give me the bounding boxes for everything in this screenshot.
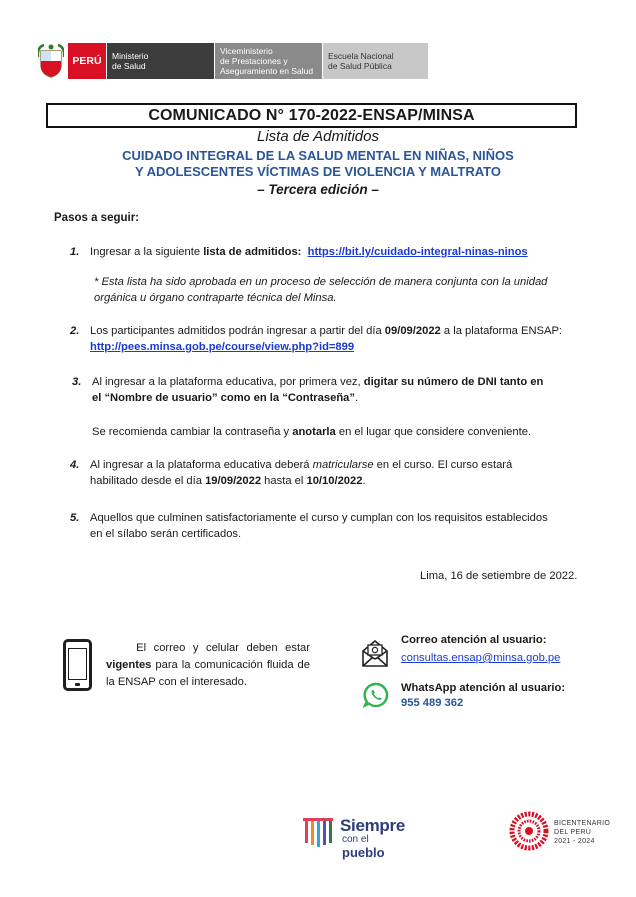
step-text-plain: en el sílabo serán certificados. [90, 528, 242, 540]
step-text-italic: matricularse [312, 459, 374, 471]
contact-text-plain: para la comunicación fluida de la ENSAP con el interesado. [106, 659, 310, 688]
platform-link[interactable]: http://pees.minsa.gob.pe/course/view.php?id=899 [90, 341, 355, 353]
step-text-plain: en el curso. El curso estará [373, 459, 513, 471]
phone-icon [63, 639, 92, 691]
step-text-bold: lista de admitidos: [203, 246, 302, 258]
school-line-1: Escuela Nacional [328, 51, 394, 61]
step-number: 4. [70, 459, 80, 471]
password-recommendation [92, 424, 592, 440]
step-text-plain: Ingresar a la siguiente [90, 246, 204, 258]
step-number: 2. [70, 325, 80, 337]
contact-text-plain: El correo y celular deben estar [136, 642, 310, 654]
bicentenario-line-3: 2021 - 2024 [554, 838, 595, 845]
course-name [0, 148, 636, 180]
admitted-list-link[interactable]: https://bit.ly/cuidado-integral-ninas-ninos [307, 246, 528, 258]
con-el-text: con el [342, 834, 369, 845]
step-number: 5. [70, 512, 80, 524]
bicentenario-logo [508, 810, 618, 854]
start-date: 09/09/2022 [384, 325, 441, 337]
coat-of-arms-icon [38, 43, 64, 79]
approval-note: * Esta lista ha sido aprobada en un proceso de selección de manera conjunta con la unidad orgánica u órgano contraparte técnica del Minsa. [94, 276, 548, 304]
whatsapp-title: WhatsApp atención al usuario: [401, 682, 566, 694]
step-text [90, 244, 590, 260]
school-line-2: de Salud Pública [328, 61, 392, 71]
pueblo-text: pueblo [342, 845, 385, 860]
siempre-con-el-pueblo-logo [300, 812, 410, 860]
course-line-2: Y ADOLESCENTES VÍCTIMAS DE VIOLENCIA Y MALTRATO [135, 164, 501, 179]
vice-ministry-line-1: Viceministerio [220, 46, 273, 56]
peru-logo: PERÚ [68, 43, 106, 79]
step-text-plain: Se recomienda cambiar la contraseña y [92, 426, 293, 438]
siempre-text: Siempre [340, 816, 405, 835]
vice-ministry-line-2: de Prestaciones y [220, 56, 288, 66]
step-text-plain: a la plataforma ENSAP: [440, 325, 563, 337]
step-text [90, 323, 600, 355]
envelope-icon [360, 638, 390, 668]
course-end-date: 10/10/2022 [306, 475, 363, 487]
whatsapp-number: 955 489 362 [401, 697, 464, 709]
contact-text-bold: vigentes [106, 659, 152, 671]
step-text-bold: digitar su número de DNI tanto en [363, 376, 544, 388]
bicentenario-line-1: BICENTENARIO [554, 820, 611, 827]
support-email-link[interactable]: consultas.ensap@minsa.gob.pe [401, 652, 561, 664]
bicentenario-ring-icon [508, 810, 550, 852]
step-number: 1. [70, 246, 80, 258]
step-text [90, 457, 565, 489]
step-text-plain: . [362, 475, 366, 487]
step-number: 3. [72, 376, 82, 388]
step-text [90, 510, 600, 542]
date-line: Lima, 16 de setiembre de 2022. [420, 570, 578, 582]
contact-note [106, 640, 310, 691]
page-title: COMUNICADO N° 170-2022-ENSAP/MINSA [46, 103, 577, 128]
step-text-plain: Al ingresar a la plataforma educativa, por primera vez, [92, 376, 364, 388]
ministry-line-1: Ministerio [112, 51, 149, 61]
edition-label: – Tercera edición – [257, 182, 379, 197]
step-text-plain: Los participantes admitidos podrán ingresar a partir del día [90, 325, 385, 337]
step-text-plain: Aquellos que culminen satisfactoriamente el curso y cumplan con los requisitos establecidos [90, 512, 548, 524]
step-text-plain: Al ingresar a la plataforma educativa deberá [90, 459, 313, 471]
whatsapp-icon [363, 682, 389, 708]
step-text-plain: hasta el [261, 475, 307, 487]
con-el-pueblo-text [342, 834, 410, 860]
ministry-block [106, 43, 214, 79]
step-text-bold: anotarla [292, 426, 336, 438]
bicentenario-line-2: DEL PERÚ [554, 829, 592, 836]
header-logos [38, 43, 428, 79]
step-text-plain: en el lugar que considere conveniente. [335, 426, 532, 438]
course-line-1: CUIDADO INTEGRAL DE LA SALUD MENTAL EN NIÑAS, NIÑOS [122, 148, 514, 163]
subtitle: Lista de Admitidos [256, 128, 379, 145]
siempre-bars-icon [300, 814, 336, 850]
mail-title: Correo atención al usuario: [401, 634, 547, 646]
step-text-bold: el “Nombre de usuario” como en la “Contraseña” [92, 392, 355, 404]
course-start-date: 19/09/2022 [205, 475, 262, 487]
vice-ministry-block [214, 43, 322, 79]
ministry-line-2: de Salud [112, 61, 146, 71]
step-text-plain: habilitado desde el día [90, 475, 206, 487]
step-text [92, 374, 592, 406]
steps-heading: Pasos a seguir: [54, 212, 140, 224]
bicentenario-text [554, 819, 610, 846]
school-block [322, 43, 428, 79]
vice-ministry-line-3: Aseguramiento en Salud [220, 66, 314, 76]
step-text-plain: . [354, 392, 359, 404]
